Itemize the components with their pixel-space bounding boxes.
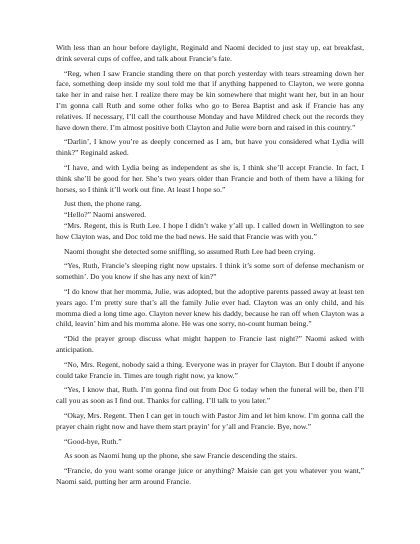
paragraph: “Reg, when I saw Francie standing there on that porch yesterday with tears streaming down her face, something deep inside my soul told me that if anything happened to Clayton, we were gonna take her in and raise her. I realize there may be kin somewhere that might want her, but in an hour I’m gonna call Ruth and some other folks who go to Berea Baptist and ask if Francie has any relatives. If necessary, I’ll call the courthouse Monday and have Mildred check out the records they have down there. I’m almost positive both Clayton and Julie were born and raised in this country.” xyxy=(56,68,364,132)
paragraph: Naomi thought she detected some sniffling, so assumed Ruth Lee had been crying. xyxy=(64,246,316,256)
paragraph: “I have, and with Lydia being as independent as she is, I think she’ll accept Francie. In fact, I think she’ll be good for her. She’s two years older than Francie and both of them have a liking for horses, so I think it’ll work out fine. At least I hope so.” xyxy=(56,162,364,194)
paragraph: “Okay, Mrs. Regent. Then I can get in touch with Pastor Jim and let him know. I’m gonna call the prayer chain right now and have them start prayin’ for y’all and Francie. Bye, now.” xyxy=(56,410,364,431)
paragraph: As soon as Naomi hung up the phone, she saw Francie descending the stairs. xyxy=(64,451,298,461)
paragraph: “Good-bye, Ruth.” xyxy=(64,436,122,446)
paragraph: “Hello?” Naomi answered. xyxy=(64,210,147,220)
paragraph: “I do know that her momma, Julie, was adopted, but the adoptive parents passed away at least ten years ago. I’m pretty sure that’s all the family Julie ever had. Clayton was an only child, and his momma died a long time ago. Clayton never knew his daddy, because he ran off when Clayton was a child, leavin’ him and his momma alone. He was one sorry, no-count human being.” xyxy=(56,286,364,329)
paragraph: “Yes, I know that, Ruth. I’m gonna find out from Doc G today when the funeral will be, then I’ll call you as soon as I find out. Thanks for calling. I’ll talk to you later.” xyxy=(56,385,364,406)
paragraph: “No, Mrs. Regent, nobody said a thing. Everyone was in prayer for Clayton. But I doubt if anyone could take Francie in. Times are tough right now, ya know.” xyxy=(56,359,364,380)
paragraph: “Francie, do you want some orange juice or anything? Maisie can get you whatever you want,” Naomi said, putting her arm around Francie. xyxy=(56,466,364,486)
paragraph: Just then, the phone rang. xyxy=(64,199,142,209)
paragraph: With less than an hour before daylight, Reginald and Naomi decided to just stay up, eat breakfast, drink several cups of coffee, and talk about Francie’s fate. xyxy=(56,43,364,63)
paragraph: “Yes, Ruth, Francie’s sleeping right now upstairs. I think it’s some sort of defense mechanism or somethin’. Do you know if she has any next of kin?” xyxy=(56,261,364,282)
paragraph: “Mrs. Regent, this is Ruth Lee. I hope I didn’t wake y’all up. I called down in Wellington to see how Clayton was, and Doc told me the bad news. He said that Francie was with you.” xyxy=(56,220,364,241)
paragraph: “Darlin’, I know you’re as deeply concerned as I am, but have you considered what Lydia will think?” Reginald asked. xyxy=(56,137,364,158)
paragraph: “Did the prayer group discuss what might happen to Francie last night?” Naomi asked with anticipation. xyxy=(56,334,364,354)
